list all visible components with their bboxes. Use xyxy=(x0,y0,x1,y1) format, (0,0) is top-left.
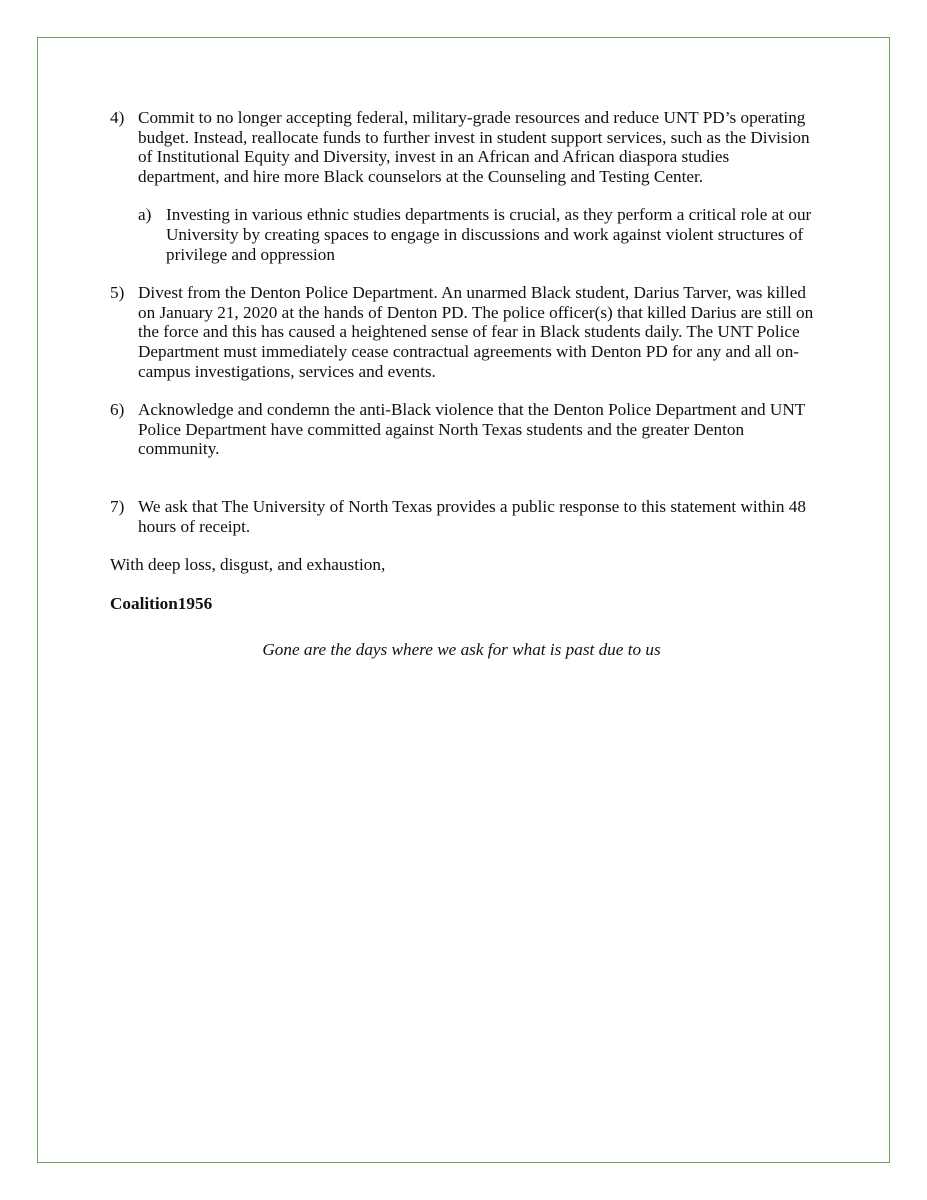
tagline: Gone are the days where we ask for what is past due to us xyxy=(262,640,661,660)
demand-item-6 xyxy=(110,400,815,459)
item-text: Commit to no longer accepting federal, military-grade resources and reduce UNT PD’s operating budget. Instead, reallocate funds to further invest in student support services, such as the Division of Institutional Equity and Diversity, invest in an African and African diaspora studies department, and hire more Black counselors at the Counseling and Testing Center. xyxy=(138,108,810,186)
item-text: Divest from the Denton Police Department. An unarmed Black student, Darius Tarver, was killed on January 21, 2020 at the hands of Denton PD. The police officer(s) that killed Darius are still on the force and this has caused a heightened sense of fear in Black students daily. The UNT Police Department must immediately cease contractual agreements with Denton PD for any and all on-campus investigations, services and events. xyxy=(138,283,814,381)
item-number: 7) xyxy=(110,496,125,516)
demand-item-5 xyxy=(110,283,815,381)
item-number: 6) xyxy=(110,400,125,420)
sub-item-text: Investing in various ethnic studies departments is crucial, as they perform a critical role at our University by creating spaces to engage in discussions and work against violent structures of privilege and oppression xyxy=(166,205,812,264)
item-number: 5) xyxy=(110,283,125,303)
document-body xyxy=(110,108,815,660)
demand-item-4 xyxy=(110,108,815,186)
sub-item-letter: a) xyxy=(138,205,152,225)
item-text: Acknowledge and condemn the anti-Black violence that the Denton Police Department and UNT Police Department have committed against North Texas students and the greater Denton community. xyxy=(138,400,805,459)
item-text: We ask that The University of North Texas provides a public response to this statement within 48 hours of receipt. xyxy=(138,496,806,536)
closing-line: With deep loss, disgust, and exhaustion, xyxy=(110,555,386,575)
demand-item-7 xyxy=(110,497,815,536)
signature: Coalition1956 xyxy=(110,593,213,613)
item-number: 4) xyxy=(110,108,125,127)
demand-sub-item-4a xyxy=(138,205,815,264)
